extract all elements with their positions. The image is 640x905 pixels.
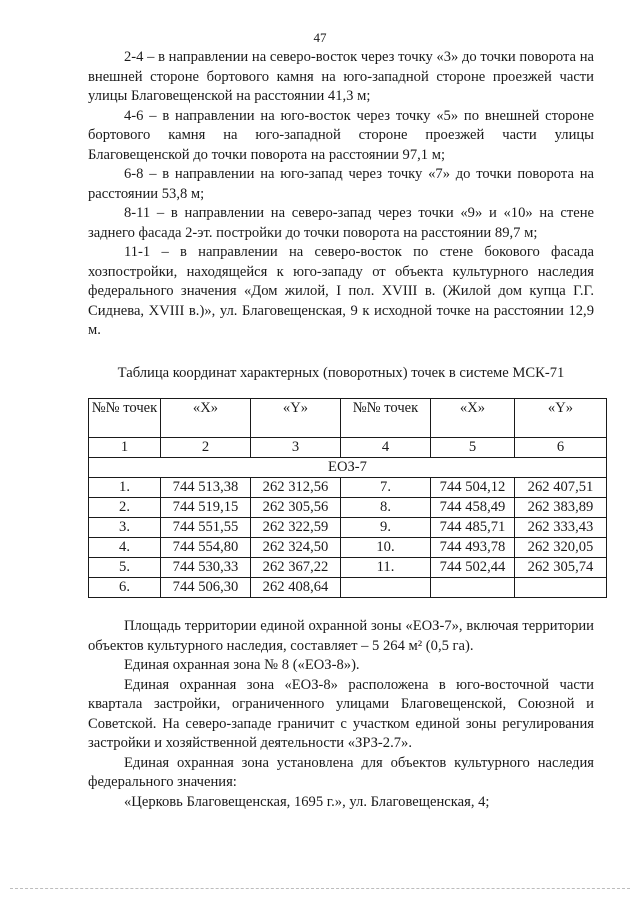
point-number: 5. bbox=[89, 558, 161, 578]
paragraph: 4-6 – в направлении на юго-восток через точку «5» по внешней стороне бортового камня на юго-западной стороне проезжей части улицы Благовещенской до точки поворота на расстоянии 97,1 м; bbox=[88, 107, 594, 163]
header-cell: «X» bbox=[431, 399, 515, 438]
column-number-row bbox=[89, 438, 607, 458]
paragraph: 8-11 – в направлении на северо-запад через точки «9» и «10» на стене заднего фасада 2-эт. постройки до точки поворота на расстоянии 89,7 м; bbox=[88, 205, 594, 241]
table-header-row bbox=[89, 399, 607, 438]
table-row bbox=[89, 498, 607, 518]
y-coordinate: 262 305,74 bbox=[515, 558, 607, 578]
header-cell: «Y» bbox=[515, 399, 607, 438]
table-row bbox=[89, 578, 607, 598]
paragraph: 11-1 – в направлении на северо-восток по стене бокового фасада хозпостройки, находящейся к юго-западу от объекта культурного наследия федерального значения «Дом жилой, I пол. XVIII в. (Жилой дом купца Г.Г. Сиднева, XVIII в.)», ул. Благовещенская, 9 к исходной точке на расстоянии 12,9 м. bbox=[88, 244, 594, 338]
point-number: 6. bbox=[89, 578, 161, 598]
paragraph: 6-8 – в направлении на юго-запад через точку «7» до точки поворота на расстоянии 53,8 м; bbox=[88, 166, 594, 202]
point-number: 9. bbox=[341, 518, 431, 538]
header-cell: №№ точек bbox=[341, 399, 431, 438]
coordinates-table bbox=[88, 398, 607, 598]
table-row bbox=[89, 558, 607, 578]
x-coordinate: 744 513,38 bbox=[161, 478, 251, 498]
zone-label: ЕОЗ-7 bbox=[89, 458, 607, 478]
point-number: 11. bbox=[341, 558, 431, 578]
paragraph: Единая охранная зона установлена для объектов культурного наследия федерального значения: bbox=[88, 754, 594, 790]
point-number: 10. bbox=[341, 538, 431, 558]
x-coordinate: 744 504,12 bbox=[431, 478, 515, 498]
y-coordinate bbox=[515, 578, 607, 598]
y-coordinate: 262 408,64 bbox=[251, 578, 341, 598]
zone-description bbox=[88, 617, 594, 812]
boundary-description bbox=[88, 48, 594, 341]
point-number: 7. bbox=[341, 478, 431, 498]
y-coordinate: 262 333,43 bbox=[515, 518, 607, 538]
point-number: 2. bbox=[89, 498, 161, 518]
x-coordinate: 744 506,30 bbox=[161, 578, 251, 598]
x-coordinate: 744 502,44 bbox=[431, 558, 515, 578]
x-coordinate: 744 493,78 bbox=[431, 538, 515, 558]
y-coordinate: 262 383,89 bbox=[515, 498, 607, 518]
point-number: 1. bbox=[89, 478, 161, 498]
y-coordinate: 262 367,22 bbox=[251, 558, 341, 578]
table-row bbox=[89, 518, 607, 538]
y-coordinate: 262 305,56 bbox=[251, 498, 341, 518]
footer-divider bbox=[10, 888, 630, 889]
zone-row bbox=[89, 458, 607, 478]
header-cell: №№ точек bbox=[89, 399, 161, 438]
paragraph: Единая охранная зона № 8 («ЕОЗ-8»). bbox=[124, 657, 360, 673]
paragraph: «Церковь Благовещенская, 1695 г.», ул. Благовещенская, 4; bbox=[124, 793, 490, 810]
paragraph: 2-4 – в направлении на северо-восток через точку «3» до точки поворота на внешней стороне бортового камня на юго-западной стороне проезжей части улицы Благовещенской на расстоянии 41,3 м; bbox=[88, 49, 594, 104]
point-number: 4. bbox=[89, 538, 161, 558]
table-caption: Таблица координат характерных (поворотных) точек в системе МСК-71 bbox=[117, 365, 565, 381]
table-row bbox=[89, 538, 607, 558]
y-coordinate: 262 407,51 bbox=[515, 478, 607, 498]
point-number bbox=[341, 578, 431, 598]
y-coordinate: 262 324,50 bbox=[251, 538, 341, 558]
header-cell: «Y» bbox=[251, 399, 341, 438]
table-row bbox=[89, 478, 607, 498]
column-number: 1 bbox=[89, 438, 161, 458]
column-number: 6 bbox=[515, 438, 607, 458]
x-coordinate bbox=[431, 578, 515, 598]
paragraph: Площадь территории единой охранной зоны «ЕОЗ-7», включая территории объектов культурного наследия, составляет – 5 264 м² (0,5 га). bbox=[88, 618, 594, 654]
x-coordinate: 744 519,15 bbox=[161, 498, 251, 518]
x-coordinate: 744 554,80 bbox=[161, 538, 251, 558]
point-number: 8. bbox=[341, 498, 431, 518]
y-coordinate: 262 320,05 bbox=[515, 538, 607, 558]
page-number: 47 bbox=[313, 30, 327, 45]
point-number: 3. bbox=[89, 518, 161, 538]
y-coordinate: 262 322,59 bbox=[251, 518, 341, 538]
x-coordinate: 744 458,49 bbox=[431, 498, 515, 518]
y-coordinate: 262 312,56 bbox=[251, 478, 341, 498]
column-number: 4 bbox=[341, 438, 431, 458]
column-number: 3 bbox=[251, 438, 341, 458]
column-number: 5 bbox=[431, 438, 515, 458]
x-coordinate: 744 551,55 bbox=[161, 518, 251, 538]
paragraph: Единая охранная зона «ЕОЗ-8» расположена в юго-восточной части квартала застройки, ограниченного улицами Благовещенской, Союзной и Советской. На северо-западе граничит с участком единой зоны регулирования застройки и хозяйственной деятельности «ЗРЗ-2.7». bbox=[88, 676, 594, 751]
column-number: 2 bbox=[161, 438, 251, 458]
header-cell: «X» bbox=[161, 399, 251, 438]
x-coordinate: 744 485,71 bbox=[431, 518, 515, 538]
x-coordinate: 744 530,33 bbox=[161, 558, 251, 578]
